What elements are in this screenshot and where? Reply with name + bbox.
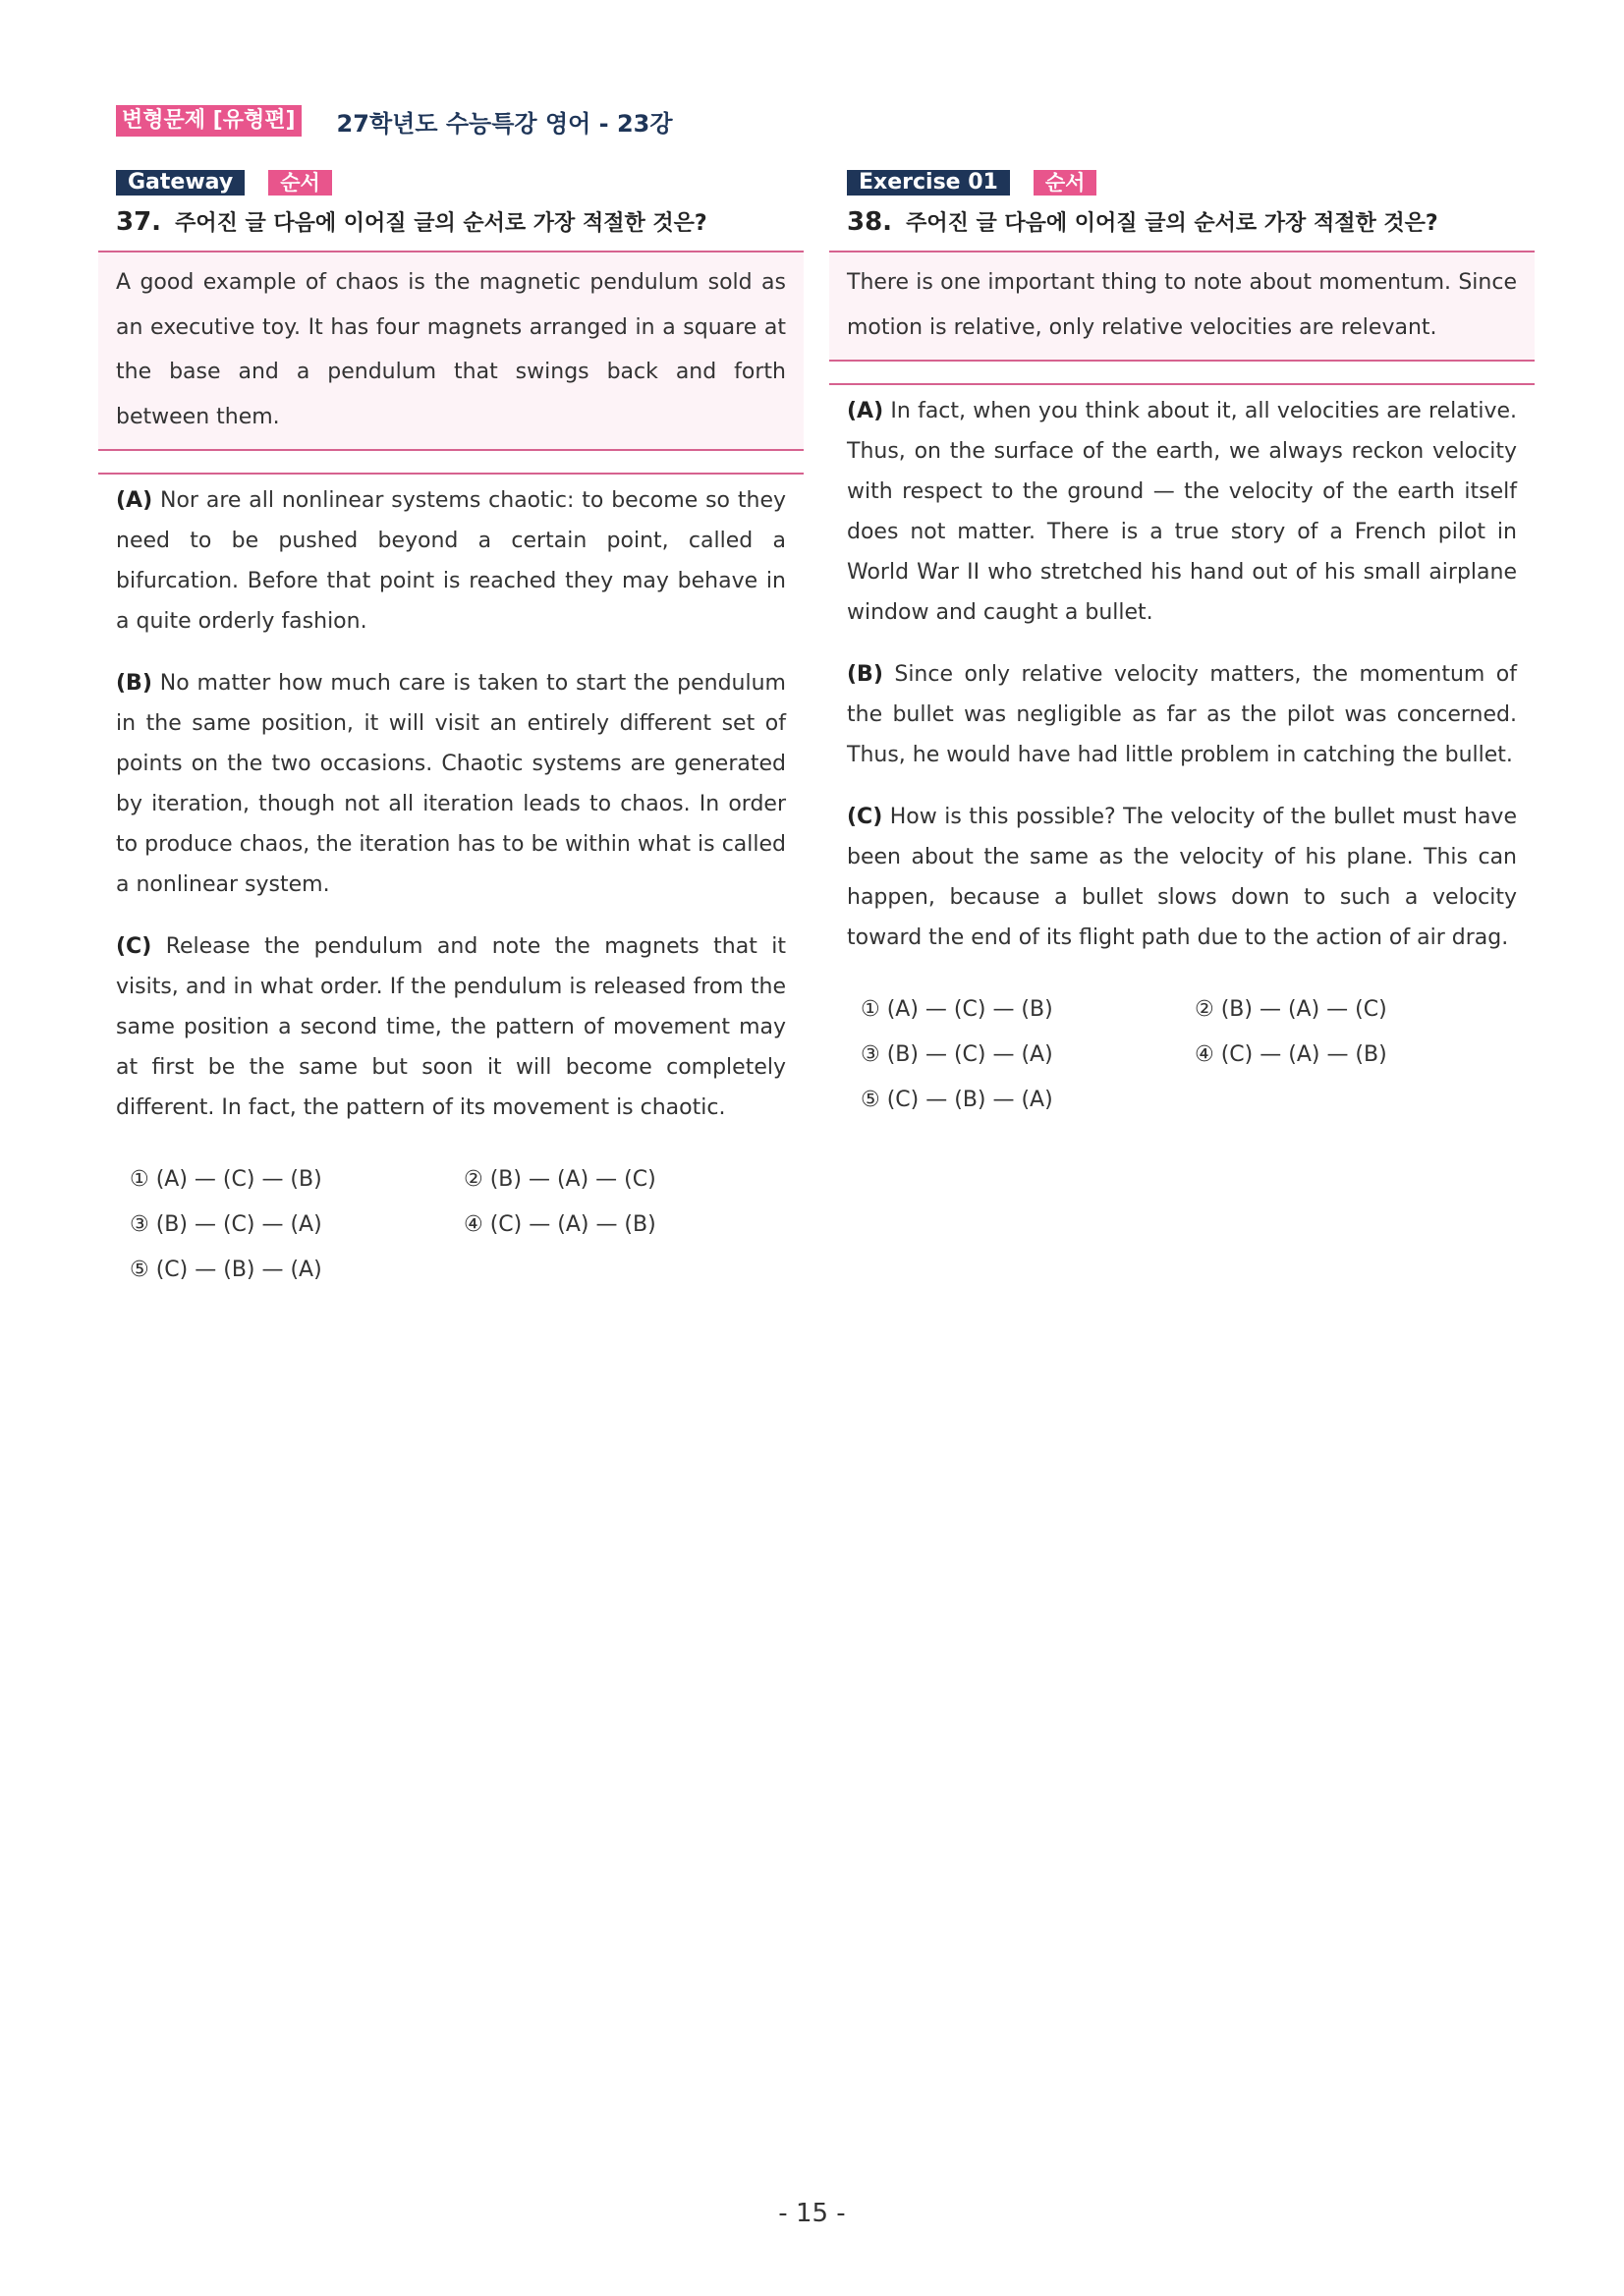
choice-3[interactable]: ③ (B) — (C) — (A) [130,1212,322,1237]
choice-5[interactable]: ⑤ (C) — (B) — (A) [861,1088,1053,1112]
question-text: 주어진 글 다음에 이어질 글의 순서로 가장 적절한 것은? [906,211,1438,236]
paragraph-a [829,383,1535,633]
type-tag: 순서 [268,170,332,196]
choice-2[interactable]: ② (B) — (A) — (C) [464,1167,656,1192]
paragraph-c [829,797,1535,958]
question-labels [829,169,1535,196]
section-label: Gateway [116,170,245,196]
choice-2[interactable]: ② (B) — (A) — (C) [1195,997,1387,1022]
paragraph-label: (A) [847,399,884,423]
question-number: 38. [847,207,893,237]
question-37 [98,169,804,1293]
choice-1[interactable]: ① (A) — (C) — (B) [861,997,1053,1022]
question-number: 37. [116,207,162,237]
answer-choices [98,1157,804,1293]
paragraph-b [829,654,1535,775]
section-label: Exercise 01 [847,170,1010,196]
paragraph-text: In fact, when you think about it, all velocities are relative. Thus, on the surface of the earth, we always reckon velocity with respect to the ground — the velocity of the earth itself does not matter. There is a true story of a French pilot in World War II who stretched his hand out of his small airplane window and caught a bullet. [847,399,1517,625]
paragraph-text: How is this possible? The velocity of the bullet must have been about the same as the velocity of his plane. This can happen, because a bullet slows down to such a velocity toward the end of its flight path due to the action of air drag. [847,805,1517,950]
answer-choices [829,987,1535,1123]
page-header [116,104,673,138]
paragraph-b [98,663,804,905]
paragraph-label: (C) [116,934,152,959]
paragraph-c [98,926,804,1128]
paragraph-text: Nor are all nonlinear systems chaotic: to become so they need to be pushed beyond a certain point, called a bifurcation. Before that point is reached they may behave in a quite orderly fashion. [116,488,787,634]
choice-1[interactable]: ① (A) — (C) — (B) [130,1167,322,1192]
question-38 [829,169,1535,1123]
question-text: 주어진 글 다음에 이어질 글의 순서로 가장 적절한 것은? [175,211,707,236]
question-labels [98,169,804,196]
choice-4[interactable]: ④ (C) — (A) — (B) [464,1212,656,1237]
paragraph-text: Release the pendulum and note the magnets that it visits, and in what order. If the pendulum is released from the same position a second time, the pattern of movement may at first be the same but soon it will become completely different. In fact, the pattern of its movement is chaotic. [116,934,786,1120]
paragraph-a [98,473,804,642]
paragraph-label: (B) [116,671,152,696]
intro-passage: A good example of chaos is the magnetic pendulum sold as an executive toy. It has four magnets arranged in a square at the base and a pendulum that swings back and forth between them. [98,251,804,451]
paragraph-label: (B) [847,662,883,687]
question-prompt [98,206,804,237]
choice-4[interactable]: ④ (C) — (A) — (B) [1195,1042,1387,1067]
paragraph-text: Since only relative velocity matters, the momentum of the bullet was negligible as far as the pilot was concerned. Thus, he would have had little problem in catching the bullet. [847,662,1517,767]
page-number: - 15 - [778,2199,846,2228]
category-tag: 변형문제 [유형편] [116,105,302,137]
choice-5[interactable]: ⑤ (C) — (B) — (A) [130,1258,322,1282]
paragraph-text: No matter how much care is taken to start the pendulum in the same position, it will visit an entirely different set of points on the two occasions. Chaotic systems are generated by iteration, though not all iteration leads to chaos. In order to produce chaos, the iteration has to be within what is called a nonlinear system. [116,671,786,897]
intro-passage: There is one important thing to note about momentum. Since motion is relative, only relative velocities are relevant. [829,251,1535,362]
type-tag: 순서 [1034,170,1097,196]
page-title: 27학년도 수능특강 영어 - 23강 [336,109,673,138]
question-prompt [829,206,1535,237]
choice-3[interactable]: ③ (B) — (C) — (A) [861,1042,1053,1067]
paragraph-label: (A) [116,488,153,513]
paragraph-label: (C) [847,805,883,829]
